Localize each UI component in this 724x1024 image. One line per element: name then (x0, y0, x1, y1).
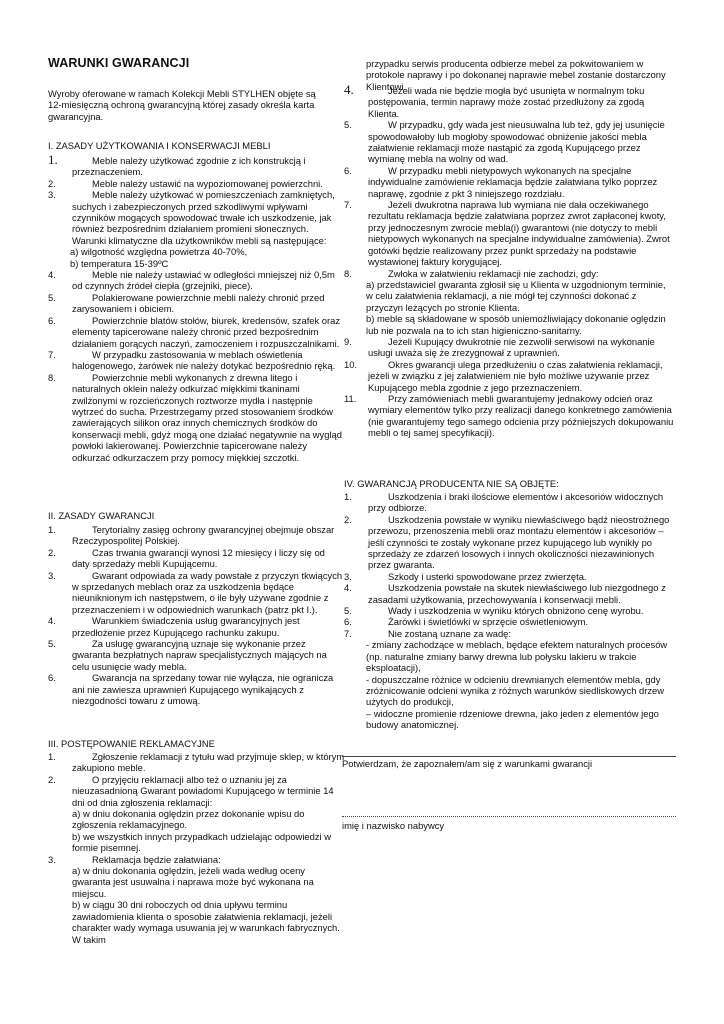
confirmation-text: Potwierdzam, że zapoznałem/am się z warunkami gwarancji (342, 758, 593, 769)
list-item: 10. Okres gwarancji ulega przedłużeniu o czas załatwienia reklamacji, jeżeli w związku z jej załatwieniem nie było możliwe używanie przez Kupującego mebla zgodnie z jego przeznaczeniem. (344, 358, 663, 393)
section-4-list (344, 491, 674, 731)
list-item: 4. Jeżeli wada nie będzie mogła być usunięta w normalnym toku postępowania, termin naprawy może zostać przedłużony za zgodą Klienta. (344, 82, 645, 119)
signature-line[interactable] (342, 816, 676, 817)
not-defect-c: – widoczne promienie rdzeniowe drewna, jako jeden z elementów jego budowy anatomicznej. (366, 707, 659, 731)
list-item: 3. Reklamacja będzie załatwiana: (48, 853, 221, 865)
section-3-list-continued (344, 82, 674, 439)
list-item: 1. Meble należy użytkować zgodnie z ich konstrukcją i przeznaczeniem. (48, 152, 306, 178)
list-item: 2. O przyjęciu reklamacji albo też o uznaniu jej za nieuzasadnioną Gwarant powiadomi Kupującego w terminie 14 dni od dnia zgłoszenia reklamacji: (48, 773, 334, 808)
section-2-list (48, 524, 345, 707)
section-3-list (48, 751, 345, 945)
section-1-list (48, 152, 345, 463)
list-item: 8. Powierzchnie mebli wykonanych z drewna litego i naturalnych oklein należy odkurzać miękkimi tkaninami zwilżonymi w rozcieńczonych roztworze mydła i następnie wytrzeć do sucha. Przestrzegamy przed stosowaniem środków zawierających silikon oraz innych chemicznych środków do konserwacji mebli, gdyż mogą one działać negatywnie na wygląd powłoki lakierowanej. Powierzchnie tapicerowane należy odkurzać odkurzaczem przy pomocy miękkiej szczotki. (48, 371, 342, 463)
list-item: 3. Szkody i usterki spowodowane przez zwierzęta. (344, 570, 587, 582)
intro-text: Wyroby oferowane w ramach Kolekcji Mebli STYLHEN objęte są 12-miesięczną ochroną gwarancyjną której zasady określa karta gwarancyjna. (48, 88, 316, 122)
section-3-continuation: przypadku serwis producenta odbierze mebel za pokwitowaniem w protokole naprawy i po dokonanej naprawie mebel zostanie dostarczony Klientowi. (366, 58, 666, 92)
list-item: 8. Zwłoka w załatwieniu reklamacji nie zachodzi, gdy: (344, 267, 599, 279)
list-item: 5. W przypadku, gdy wada jest nieusuwalna lub też, gdy jej usunięcie spowodowałoby lub mogłoby spowodować obniżenie jakości mebla załatwienie reklamacji może nastąpić za zgodą Kupującego przez wymianę mebla na wolny od wad. (344, 119, 665, 165)
list-item: 4. Uszkodzenia powstałe na skutek niewłaściwego lub niezgodnego z zasadami użytkowania, przechowywania i konserwacji mebli. (344, 582, 666, 605)
list-item: 1. Zgłoszenie reklamacji z tytułu wad przyjmuje sklep, w którym zakupiono meble. (48, 751, 345, 774)
list-item: 2. Uszkodzenia powstałe w wyniku niewłaściwego bądź nieostrożnego przewozu, przenoszenia mebli oraz montażu elementów i akcesoriów – jeśli czynności te zostały wykonane przez kupującego lub wynikły po sprzedaży ze zdarzeń losowych i innych okoliczności niezawinionych przez gwaranta. (344, 513, 670, 571)
section-2-heading: II. ZASADY GWARANCJI (48, 510, 155, 521)
list-item: 1. Uszkodzenia i braki ilościowe elementów i akcesoriów widocznych przy odbiorze. (344, 491, 664, 514)
confirmation-line (342, 756, 676, 757)
delay-exception-a: a) przedstawiciel gwaranta zgłosił się u Klienta w uzgodnionym terminie, w celu załatwienia reklamacji, a nie mógł tej czynności dokonać z przyczyn leżących po stronie Klienta. (366, 278, 666, 313)
not-defect-a: - zmiany zachodzące w meblach, będące efektem naturalnych procesów (np. naturalne zmiany barwy drewna lub połysku lakieru w trakcie eksploatacji), (366, 639, 668, 674)
climate-humidity: a) wilgotność względna powietrza 40-70%, (70, 246, 248, 258)
list-item: 6. Gwarancja na sprzedany towar nie wyłącza, nie ogranicza ani nie zawiesza uprawnień Kupującego wynikających z niezgodności towaru z umową. (48, 672, 334, 707)
not-defect-b: - dopuszczalne różnice w odcieniu drewnianych elementów mebla, gdy zróżnicowanie odcieni wynika z różnych warunków siedliskowych drzew użytych do produkcji, (366, 673, 665, 708)
handling-option-a: a) w dniu dokonania oględzin, jeżeli wada według oceny gwaranta jest usuwalna i naprawa może być wykonana na miejscu. (72, 865, 314, 899)
section-3-heading: III. POSTĘPOWANIE REKLAMACYJNE (48, 738, 215, 749)
list-item: 7. Nie zostaną uznane za wadę: (344, 627, 511, 639)
list-item: 7. Jeżeli dwukrotna naprawa lub wymiana nie dała oczekiwanego rezultatu reklamacja będzie załatwiana poprzez zwrot zapłaconej kwoty, przy jednoczesnym zwrocie mebla(i) gwarantowi (nie dotyczy to mebli nietypowych wykonanych na specjalne indywidualne zamówienia). Zwrot gotówki będzie realizowany przez punkt sprzedaży na podstawie wystawionej faktury korygującej. (344, 199, 670, 268)
list-item: 2. Meble należy ustawić na wypoziomowanej powierzchni. (48, 177, 323, 189)
page-title: WARUNKI GWARANCJI (48, 56, 190, 70)
list-item: 3. Meble należy użytkować w pomieszczeniach zamkniętych, suchych i zabezpieczonych przed szkodliwymi wpływami czynników mogących spowodować trwałe ich uszkodzenie, jak również bezpośrednim działaniem promieni słonecznych. Warunki klimatyczne dla użytkowników mebli są następujące: (48, 189, 335, 246)
buyer-name-label: imię i nazwisko nabywcy (342, 820, 445, 831)
list-item: 5. Polakierowane powierzchnie mebli należy chronić przed zarysowaniem i obiciem. (48, 291, 325, 315)
list-item: 5. Wady i uszkodzenia w wyniku których obniżono cenę wyrobu. (344, 605, 644, 617)
list-item: 1. Terytorialny zasięg ochrony gwarancyjnej obejmuje obszar Rzeczypospolitej Polskiej. (48, 524, 335, 547)
claim-option-a: a) w dniu dokonania oględzin przez dokonanie wpisu do zgłoszenia reklamacyjnego. (72, 808, 305, 831)
list-item: 9. Jeżeli Kupujący dwukrotnie nie zezwolił serwisowi na wykonanie usługi uważa się że zrezygnował z uprawnień. (344, 335, 655, 359)
list-item: 3. Gwarant odpowiada za wady powstałe z przyczyn tkwiących w sprzedanych meblach oraz za uszkodzenia będące nieuniknionym ich następstwem, o ile były używane zgodnie z przeznaczeniem i w odpowiednich warunkach (patrz pkt I.). (48, 569, 343, 615)
section-1-heading: I. ZASADY UŻYTKOWANIA I KONSERWACJI MEBLI (48, 140, 271, 151)
list-item: 6. Powierzchnie blatów stołów, biurek, kredensów, szafek oraz elementy tapicerowane należy chronić przed bezpośrednim działaniem gorących naczyń, zamoczeniem i rozpuszczalnikami. (48, 314, 341, 349)
list-item: 4. Warunkiem świadczenia usług gwarancyjnych jest przedłożenie przez Kupującego rachunku zakupu. (48, 615, 300, 638)
list-item: 7. W przypadku zastosowania w meblach oświetlenia halogenowego, żarówek nie należy dotykać bezpośrednio ręką. (48, 348, 336, 372)
list-item: 5. Za usługę gwarancyjną uznaje się wykonanie przez gwaranta bezpłatnych napraw specjalistycznych mających na celu usunięcie wady mebla. (48, 638, 327, 672)
list-item: 4. Meble nie należy ustawiać w odległości mniejszej niż 0,5m od czynnych źródeł ciepła (grzejniki, piece). (48, 269, 335, 292)
list-item: 2. Czas trwania gwarancji wynosi 12 miesięcy i liczy się od daty sprzedaży mebli Kupującemu. (48, 546, 325, 570)
handling-option-b: b) w ciągu 30 dni roboczych od dnia upływu terminu zawiadomienia klienta o sposobie załatwienia reklamacji, jeżeli charakter wady wymaga usuwania jej w warunkach fabrycznych. W takim (72, 899, 340, 945)
section-4-heading: IV. GWARANCJĄ PRODUCENTA NIE SĄ OBJĘTE: (344, 478, 559, 489)
list-item: 6. W przypadku mebli nietypowych wykonanych na specjalne indywidualne zamówienie reklamacja będzie załatwiana tylko poprzez naprawę, zgodnie z pkt 3 niniejszego rozdziału. (344, 164, 658, 199)
delay-exception-b: b) meble są składowane w sposób uniemożliwiający dokonanie oględzin lub nie pozwala na to ich stan higieniczno-sanitarny. (366, 313, 666, 336)
claim-option-b: b) we wszystkich innych przypadkach udzielając odpowiedzi w formie pisemnej. (72, 830, 331, 854)
list-item: 6. Żarówki i świetlówki w sprzęcie oświetleniowym. (344, 616, 589, 628)
list-item: 11. Przy zamówieniach mebli gwarantujemy jednakowy odcień oraz wymiary elementów tylko przy realizacji danego konkretnego zamówienia (nie gwarantujemy tego samego odcienia przy późniejszych dokupowaniu mebli o tej samej specyfikacji). (344, 392, 674, 439)
climate-temperature: b) temperatura 15-39ºC (70, 257, 169, 269)
